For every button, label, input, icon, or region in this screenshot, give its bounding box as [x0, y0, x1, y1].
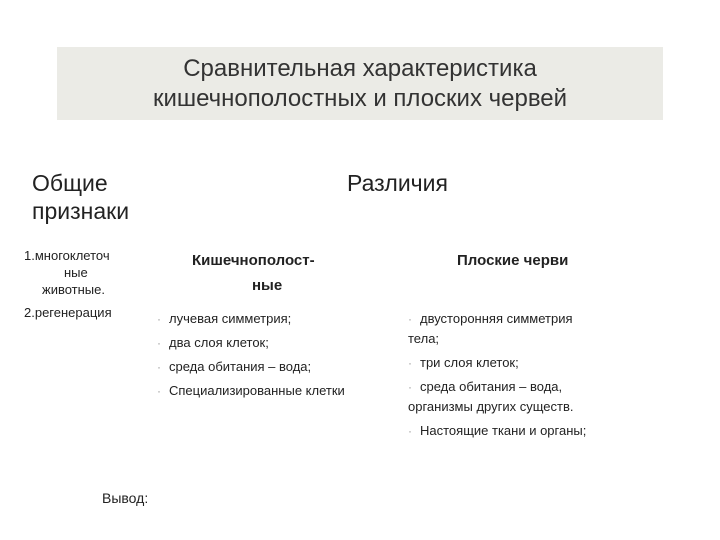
coelenterates-list — [155, 309, 400, 405]
bullet-dot-icon: · — [157, 384, 161, 398]
conclusion-label: Вывод: — [102, 490, 149, 506]
list-item-text: Специализированные клетки — [169, 383, 345, 398]
list-item-text: среда обитания – вода; — [169, 359, 312, 374]
flatworms-list — [406, 309, 661, 445]
list-item — [155, 309, 400, 329]
bullet-dot-icon: · — [157, 360, 161, 374]
list-item-text: два слоя клеток; — [169, 335, 269, 350]
list-item — [406, 377, 661, 417]
coelenterates-heading-line-2: ные — [252, 277, 283, 294]
list-item — [406, 309, 661, 349]
bullet-dot-icon: · — [157, 336, 161, 350]
list-item-text-cont: организмы других существ. — [408, 399, 574, 414]
common-feature-text: 1.многоклеточ — [24, 248, 110, 263]
list-item-text-cont: тела; — [408, 331, 440, 346]
list-item-text: лучевая симметрия; — [169, 311, 292, 326]
flatworms-heading: Плоские черви — [457, 252, 569, 269]
common-features-heading — [32, 169, 129, 225]
list-item — [406, 421, 661, 441]
bullet-dot-icon: · — [408, 356, 412, 370]
list-item — [406, 353, 661, 373]
bullet-dot-icon: · — [408, 380, 412, 394]
coelenterates-heading-line-1: Кишечнополост- — [192, 252, 315, 269]
common-features-heading-line-2: признаки — [32, 198, 130, 224]
common-feature-item — [24, 247, 159, 298]
common-features-list — [24, 247, 159, 321]
common-feature-text-cont: ные — [64, 265, 88, 280]
bullet-dot-icon: · — [408, 424, 412, 438]
list-item — [155, 381, 400, 401]
common-feature-text-cont: животные. — [42, 282, 105, 297]
list-item — [155, 333, 400, 353]
slide-title-banner — [57, 47, 663, 120]
list-item-text: Настоящие ткани и органы; — [420, 423, 587, 438]
list-item-text: двусторонняя симметрия — [420, 311, 573, 326]
list-item — [155, 357, 400, 377]
bullet-dot-icon: · — [157, 312, 161, 326]
coelenterates-heading — [192, 248, 315, 298]
common-features-heading-line-1: Общие — [32, 170, 108, 196]
common-feature-text: 2.регенерация — [24, 305, 112, 320]
slide-title-line-1: Сравнительная характеристика — [183, 54, 537, 82]
list-item-text: среда обитания – вода, — [420, 379, 563, 394]
list-item-text: три слоя клеток; — [420, 355, 519, 370]
differences-heading: Различия — [347, 170, 448, 196]
common-feature-item — [24, 304, 159, 321]
slide-title-line-2: кишечнополостных и плоских червей — [152, 84, 568, 112]
bullet-dot-icon: · — [408, 312, 412, 326]
